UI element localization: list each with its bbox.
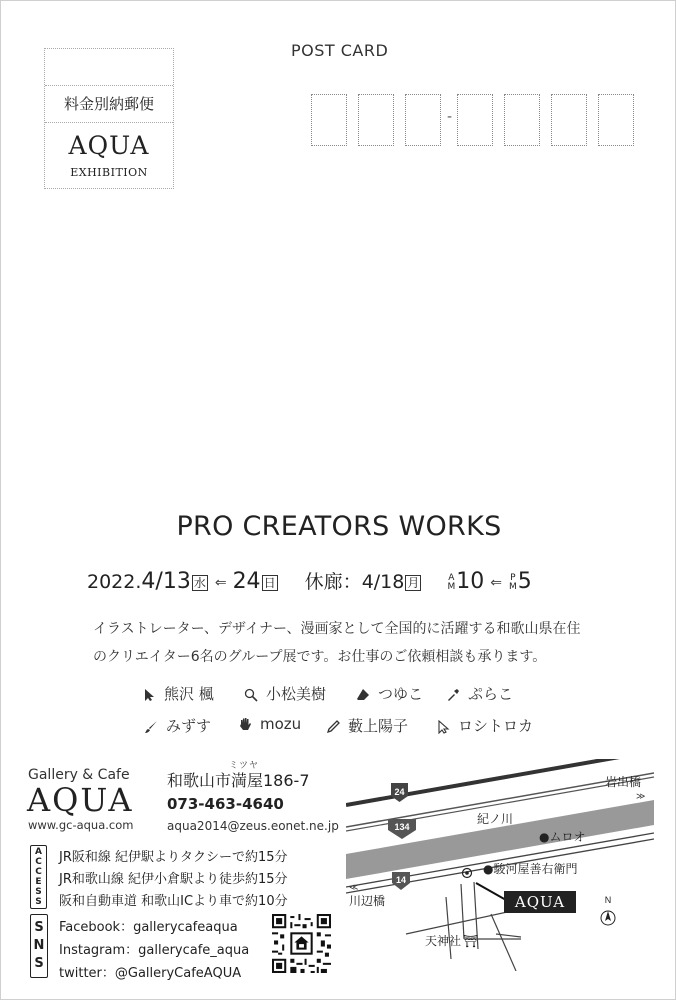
sns-twitter[interactable]: twitter：@GalleryCafeAQUA bbox=[59, 966, 242, 981]
sns-tag bbox=[30, 914, 48, 978]
stamp-brand: AQUA bbox=[68, 131, 150, 160]
closed-weekday: 月 bbox=[407, 575, 420, 590]
tag-letter: S bbox=[35, 897, 42, 907]
west-arrow-icon: ≪ bbox=[349, 883, 359, 893]
start-year: 2022. bbox=[87, 571, 142, 593]
postcard-label: POST CARD bbox=[291, 41, 389, 60]
aqua-map-label: AQUA bbox=[514, 893, 566, 911]
pointer-outline-icon bbox=[438, 720, 450, 734]
artist-name: ロシトロカ bbox=[458, 717, 534, 735]
postage-box bbox=[44, 48, 174, 189]
description-line: イラストレーター、デザイナー、漫画家として全国的に活躍する和歌山県在住 bbox=[93, 621, 581, 637]
zip-box bbox=[551, 94, 587, 146]
tag-letter: S bbox=[34, 920, 44, 935]
qr-code[interactable] bbox=[272, 914, 331, 977]
access-line: JR阪和線 紀伊駅よりタクシーで約15分 bbox=[59, 850, 288, 865]
eraser-icon bbox=[356, 688, 370, 702]
tag-letter: A bbox=[35, 847, 42, 857]
closed-label: 休廊： bbox=[304, 571, 362, 593]
zip-box bbox=[358, 94, 394, 146]
postage-paid-label: 料金別納郵便 bbox=[45, 85, 173, 123]
tag-letter: C bbox=[35, 857, 42, 867]
tag-letter: E bbox=[35, 877, 42, 887]
route-24-label: 24 bbox=[394, 787, 405, 797]
description-line: のクリエイター6名のグループ展です。お仕事のご依頼相談も承ります。 bbox=[93, 649, 547, 665]
exhibition-description bbox=[93, 615, 613, 671]
kinokawa-label: 紀ノ川 bbox=[477, 812, 514, 826]
artist-item bbox=[438, 715, 533, 736]
gallery-phone[interactable]: 073-463-4640 bbox=[167, 795, 284, 813]
exhibition-title: PRO CREATORS WORKS bbox=[176, 511, 502, 542]
exhibition-dates bbox=[87, 567, 532, 594]
zip-box bbox=[457, 94, 493, 146]
zip-box bbox=[405, 94, 441, 146]
range-arrow-icon: ⇐ bbox=[490, 574, 502, 591]
route-14-label: 14 bbox=[395, 875, 407, 885]
cursor-arrow-icon bbox=[144, 688, 156, 702]
pm-p: P bbox=[510, 572, 516, 583]
artist-name: 藪上陽子 bbox=[348, 717, 409, 735]
local-street bbox=[461, 884, 464, 939]
gallery-email[interactable]: aqua2014@zeus.eonet.ne.jp bbox=[167, 819, 339, 833]
stamp-blank-row bbox=[45, 49, 173, 86]
route-134-shield bbox=[388, 819, 416, 839]
north-label: N bbox=[604, 895, 612, 905]
north-arrow-icon bbox=[605, 911, 611, 921]
landmark-marker-dot bbox=[465, 871, 469, 875]
artist-name: 熊沢 楓 bbox=[164, 685, 214, 703]
close-time: 5 bbox=[517, 569, 532, 594]
access-line: 阪和自動車道 和歌山ICより車で約10分 bbox=[59, 894, 288, 909]
open-time: 10 bbox=[456, 569, 485, 594]
artist-item bbox=[326, 715, 408, 736]
qr-code-graphic bbox=[272, 914, 331, 973]
iwadebashi-label: 岩出橋 bbox=[605, 775, 642, 789]
start-date: 4/13 bbox=[141, 569, 191, 594]
address-ruby: ミツヤ bbox=[229, 761, 260, 771]
gallery-logo: AQUA bbox=[27, 781, 134, 819]
artist-name: 小松美樹 bbox=[266, 685, 327, 703]
artist-name: みずす bbox=[166, 717, 212, 735]
pen-icon bbox=[326, 720, 340, 734]
pm-mark bbox=[509, 574, 517, 592]
am-mark bbox=[447, 574, 455, 592]
route-134-label: 134 bbox=[394, 822, 410, 832]
tag-letter: C bbox=[35, 867, 42, 877]
access-map bbox=[346, 759, 654, 975]
gallery-address: 和歌山市満屋186-7 bbox=[167, 771, 310, 790]
zip-box bbox=[311, 94, 347, 146]
shrine-icon: ⛩ bbox=[463, 934, 479, 948]
pm-m: M bbox=[508, 581, 517, 592]
start-weekday: 水 bbox=[193, 575, 206, 590]
stamp-subtitle: EXHIBITION bbox=[70, 166, 148, 179]
route-24-shield bbox=[391, 783, 408, 802]
kawabebashi-label: 川辺橋 bbox=[349, 894, 386, 908]
brush-icon bbox=[144, 720, 158, 734]
range-arrow-icon: ⇐ bbox=[214, 574, 227, 591]
sns-instagram[interactable]: Instagram：gallerycafe_aqua bbox=[59, 943, 250, 958]
local-street bbox=[491, 914, 516, 971]
access-tag bbox=[30, 845, 47, 909]
artist-item bbox=[238, 715, 301, 733]
hand-icon bbox=[238, 717, 252, 732]
route-14-shield bbox=[392, 872, 410, 890]
artist-item bbox=[144, 683, 214, 704]
am-a: A bbox=[448, 572, 455, 583]
artist-item bbox=[144, 715, 211, 736]
access-line: JR和歌山線 紀伊小倉駅より徒歩約15分 bbox=[59, 872, 288, 887]
artist-item bbox=[244, 683, 326, 704]
artist-name: つゆこ bbox=[378, 685, 424, 703]
closed-date: 4/18 bbox=[361, 571, 405, 593]
artist-name: mozu bbox=[260, 715, 302, 733]
east-arrow-icon: ≫ bbox=[636, 792, 646, 802]
zip-box bbox=[598, 94, 634, 146]
tag-letter: S bbox=[34, 956, 44, 971]
muroo-label: ●ムロオ bbox=[539, 830, 586, 844]
end-date: 24 bbox=[232, 569, 261, 594]
local-street bbox=[446, 897, 451, 959]
artist-item bbox=[356, 683, 423, 704]
tag-letter: N bbox=[33, 938, 45, 953]
magnifier-icon bbox=[244, 688, 258, 702]
sns-facebook[interactable]: Facebook：gallerycafeaqua bbox=[59, 920, 238, 935]
dropper-icon bbox=[446, 688, 460, 702]
tenjinsha-label: 天神社 bbox=[425, 934, 462, 948]
am-m: M bbox=[447, 581, 456, 592]
local-street bbox=[496, 934, 521, 937]
artist-item bbox=[446, 683, 513, 704]
gallery-url[interactable]: www.gc-aqua.com bbox=[28, 818, 134, 832]
aqua-pointer-line bbox=[476, 883, 506, 900]
artist-name: ぷらこ bbox=[468, 685, 514, 703]
gallery-tagline: Gallery & Cafe bbox=[28, 767, 130, 783]
zip-dash: - bbox=[447, 109, 453, 125]
surugaya-label: ●駿河屋善右衛門 bbox=[483, 862, 578, 876]
zip-box bbox=[504, 94, 540, 146]
end-weekday: 日 bbox=[263, 575, 276, 590]
tag-letter: S bbox=[35, 887, 42, 897]
